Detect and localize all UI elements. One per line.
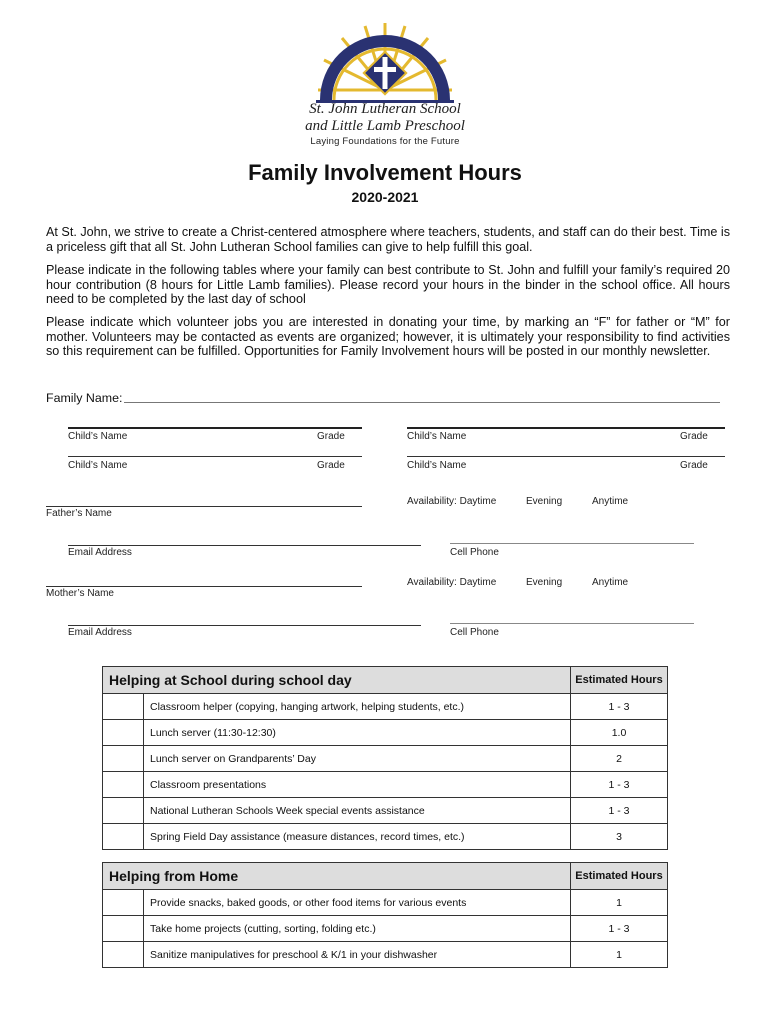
task-hours: 1 - 3 xyxy=(571,694,668,720)
task-hours: 1.0 xyxy=(571,720,668,746)
child-name-field-1[interactable] xyxy=(68,427,362,429)
mother-availability-evening: Evening xyxy=(526,577,563,588)
table-row xyxy=(103,694,668,720)
grade-label-4: Grade xyxy=(680,460,708,471)
volunteer-paragraph: Please indicate which volunteer jobs you are interested in donating your time, by marking an “F” for father or “M” for mother. Volunteers may be contacted as events are organized; however, it is ultimately your responsibility to find activities so this requirement can be fulfilled. Opportunities for Family Involvement hours will be posted in our monthly newsletter. xyxy=(46,315,730,359)
school-year: 2020-2021 xyxy=(351,189,419,205)
school-name-line2: and Little Lamb Preschool xyxy=(305,118,465,134)
volunteer-checkbox[interactable] xyxy=(103,916,144,942)
mother-availability-daytime: Availability: Daytime xyxy=(407,577,497,588)
father-name-label: Father’s Name xyxy=(46,508,112,519)
task-label: Classroom helper (copying, hanging artwork, helping students, etc.) xyxy=(144,694,571,720)
school-day-table xyxy=(102,666,668,850)
mother-name-label: Mother’s Name xyxy=(46,588,114,599)
school-name-line1: St. John Lutheran School xyxy=(309,101,461,117)
child-name-field-2[interactable] xyxy=(407,427,725,429)
family-name-field[interactable] xyxy=(124,402,720,403)
child-name-label-4: Child’s Name xyxy=(407,460,467,471)
page-title: Family Involvement Hours xyxy=(248,160,522,185)
task-hours: 1 xyxy=(571,890,668,916)
instructions-paragraph: Please indicate in the following tables where your family can best contribute to St. John and fulfill your family’s required 20 hour contribution (8 hours for Little Lamb families). Please record your hours in the binder in the school office. All hours need to be completed by the last day of school xyxy=(46,263,730,307)
father-cell-label: Cell Phone xyxy=(450,547,499,558)
father-email-label: Email Address xyxy=(68,547,132,558)
grade-label-3: Grade xyxy=(317,460,345,471)
table-row xyxy=(103,942,668,968)
task-label: Take home projects (cutting, sorting, folding etc.) xyxy=(144,916,571,942)
mother-email-field[interactable] xyxy=(68,625,421,626)
table-row xyxy=(103,890,668,916)
volunteer-checkbox[interactable] xyxy=(103,890,144,916)
father-name-field[interactable] xyxy=(46,506,362,507)
mother-email-label: Email Address xyxy=(68,627,132,638)
task-label: Sanitize manipulatives for preschool & K/1 in your dishwasher xyxy=(144,942,571,968)
volunteer-checkbox[interactable] xyxy=(103,772,144,798)
school-tagline: Laying Foundations for the Future xyxy=(310,136,460,147)
mother-availability-anytime: Anytime xyxy=(592,577,629,588)
table-row xyxy=(103,824,668,850)
task-hours: 1 - 3 xyxy=(571,772,668,798)
child-name-field-4[interactable] xyxy=(407,456,725,457)
volunteer-checkbox[interactable] xyxy=(103,942,144,968)
task-hours: 1 - 3 xyxy=(571,916,668,942)
child-name-label-1: Child’s Name xyxy=(68,431,128,442)
table-row xyxy=(103,720,668,746)
volunteer-checkbox[interactable] xyxy=(103,746,144,772)
school-day-table-title: Helping at School during school day xyxy=(103,667,571,694)
child-name-field-3[interactable] xyxy=(68,456,362,457)
grade-label-2: Grade xyxy=(680,431,708,442)
task-label: National Lutheran Schools Week special events assistance xyxy=(144,798,571,824)
volunteer-checkbox[interactable] xyxy=(103,798,144,824)
father-availability-evening: Evening xyxy=(526,496,563,507)
task-hours: 2 xyxy=(571,746,668,772)
father-cell-field[interactable] xyxy=(450,543,694,544)
child-name-label-3: Child’s Name xyxy=(68,460,128,471)
table-row xyxy=(103,916,668,942)
father-email-field[interactable] xyxy=(68,545,421,546)
volunteer-checkbox[interactable] xyxy=(103,824,144,850)
mother-name-field[interactable] xyxy=(46,586,362,587)
task-label: Lunch server (11:30-12:30) xyxy=(144,720,571,746)
task-label: Lunch server on Grandparents’ Day xyxy=(144,746,571,772)
mother-cell-label: Cell Phone xyxy=(450,627,499,638)
task-hours: 3 xyxy=(571,824,668,850)
grade-label-1: Grade xyxy=(317,431,345,442)
table-row xyxy=(103,746,668,772)
task-label: Classroom presentations xyxy=(144,772,571,798)
child-name-label-2: Child’s Name xyxy=(407,431,467,442)
father-availability-daytime: Availability: Daytime xyxy=(407,496,497,507)
task-label: Provide snacks, baked goods, or other food items for various events xyxy=(144,890,571,916)
home-hours-header: Estimated Hours xyxy=(571,863,668,890)
school-day-hours-header: Estimated Hours xyxy=(571,667,668,694)
table-row xyxy=(103,772,668,798)
task-hours: 1 - 3 xyxy=(571,798,668,824)
father-availability-anytime: Anytime xyxy=(592,496,629,507)
task-label: Spring Field Day assistance (measure distances, record times, etc.) xyxy=(144,824,571,850)
family-name-label: Family Name: xyxy=(46,391,123,405)
volunteer-checkbox[interactable] xyxy=(103,720,144,746)
task-hours: 1 xyxy=(571,942,668,968)
mother-cell-field[interactable] xyxy=(450,623,694,624)
school-name xyxy=(290,101,480,135)
home-table xyxy=(102,862,668,968)
volunteer-checkbox[interactable] xyxy=(103,694,144,720)
intro-paragraph: At St. John, we strive to create a Christ-centered atmosphere where teachers, students, and staff can do their best. Time is a priceless gift that all St. John Lutheran School families can give to help fulfill this goal. xyxy=(46,225,730,254)
table-row xyxy=(103,798,668,824)
home-table-title: Helping from Home xyxy=(103,863,571,890)
